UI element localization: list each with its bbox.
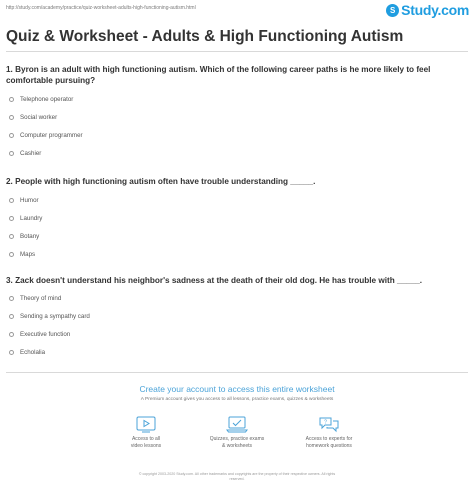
option-label: Humor [20,197,39,204]
quiz-laptop-icon [226,416,248,433]
question-3-option-2[interactable] [9,313,90,320]
copyright-line1: © copyright 2003-2020 Study.com. All other trademarks and copyrights are the property of their respective owners. All rights [138,472,336,476]
question-2-option-3[interactable] [9,233,39,240]
question-3-option-3[interactable] [9,331,70,338]
feature-label-line2: homework questions [306,442,352,449]
feature-label-line1: Access to experts for [305,436,353,442]
option-label: Maps [20,251,36,258]
feature-video-lessons [106,416,186,449]
feature-label-line2: & worksheets [221,442,252,449]
question-1 [6,64,466,86]
question-2-option-4[interactable] [9,251,35,258]
svg-text:?: ? [324,419,327,426]
page-title: Quiz & Worksheet - Adults & High Functioning Autism [6,28,404,45]
option-label: Computer programmer [20,132,83,139]
feature-experts [289,416,369,449]
promo-divider [6,372,468,373]
chat-bubbles-icon [318,416,340,433]
top-bar [0,0,474,18]
option-label: Botany [20,233,40,240]
question-1-option-1[interactable] [9,96,73,103]
radio-icon[interactable] [9,97,14,102]
logo-mark-icon: S [386,4,399,17]
question-1-option-4[interactable] [9,150,41,157]
feature-quizzes [197,416,277,449]
page-url[interactable]: http://study.com/academy/practice/quiz-worksheet-adults-high-functioning-autism.html [6,5,196,11]
study-logo[interactable] [386,2,469,18]
radio-icon[interactable] [9,133,14,138]
option-label: Sending a sympathy card [20,313,90,320]
question-2 [6,176,466,187]
question-3-option-1[interactable] [9,295,61,302]
title-divider [6,51,468,52]
promo-subtitle: A Premium account gives you access to all lessons, practice exams, quizzes & worksheets [140,397,334,402]
question-3 [6,275,466,286]
question-1-option-2[interactable] [9,114,57,121]
radio-icon[interactable] [9,252,14,257]
feature-label-line1: Access to all [131,436,161,442]
radio-icon[interactable] [9,296,14,301]
question-1-line1: 1. Byron is an adult with high functioning autism. Which of the following career paths is he more likely to feel [6,65,431,74]
question-3-option-4[interactable] [9,349,45,356]
video-play-icon [136,416,156,433]
option-label: Cashier [20,150,42,157]
logo-text: Study.com [401,2,469,18]
option-label: Executive function [20,331,71,338]
radio-icon[interactable] [9,314,14,319]
radio-icon[interactable] [9,332,14,337]
option-label: Laundry [20,215,43,222]
copyright-line2: reserved. [229,477,245,481]
promo-title[interactable]: Create your account to access this entire worksheet [139,384,335,394]
question-1-option-3[interactable] [9,132,83,139]
radio-icon[interactable] [9,151,14,156]
radio-icon[interactable] [9,234,14,239]
feature-label-line1: Quizzes, practice exams [209,436,265,442]
radio-icon[interactable] [9,350,14,355]
feature-label-line2: video lessons [130,442,162,449]
question-3-line1: 3. Zack doesn't understand his neighbor's sadness at the death of their old dog. He has trouble with _____. [6,276,423,285]
radio-icon[interactable] [9,198,14,203]
option-label: Social worker [20,114,58,121]
question-1-line2: comfortable pursuing? [6,76,96,85]
question-2-option-2[interactable] [9,215,42,222]
radio-icon[interactable] [9,216,14,221]
copyright-notice [0,472,474,482]
question-2-line1: 2. People with high functioning autism often have trouble understanding _____. [6,177,316,186]
question-2-option-1[interactable] [9,197,39,204]
radio-icon[interactable] [9,115,14,120]
option-label: Theory of mind [20,295,62,302]
option-label: Telephone operator [20,96,74,103]
option-label: Echolalia [20,349,46,356]
